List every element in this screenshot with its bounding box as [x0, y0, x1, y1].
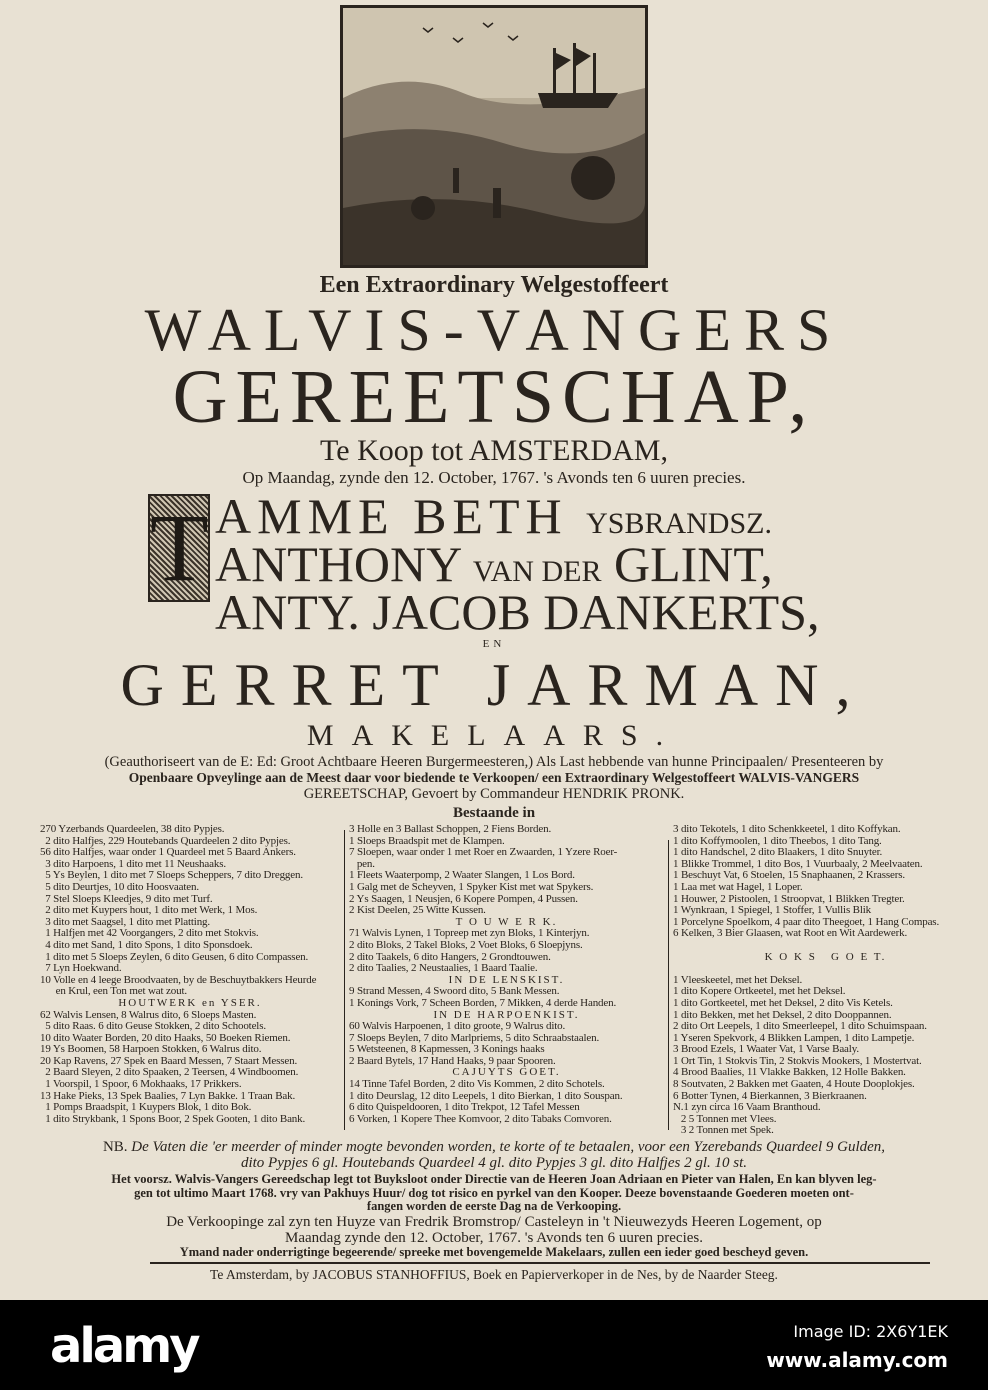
site-url[interactable]: www.alamy.com — [766, 1348, 948, 1372]
inventory-item: 7 Sloeps Beylen, 7 dito Marlpriems, 5 dito Schraabstaalen. — [349, 1031, 600, 1044]
location-line: Te Koop tot AMSTERDAM, — [320, 434, 668, 467]
date-line: Op Maandag, zynde den 12. October, 1767. 's Avonds ten 6 uuren precies. — [242, 468, 746, 487]
inventory-item: 1 Voorspil, 1 Spoor, 6 Mokhaaks, 17 Prikkers. — [40, 1078, 242, 1091]
inventory-item: 2 dito Bloks, 2 Takel Bloks, 2 Voet Bloks, 6 Sloepjyns. — [349, 938, 583, 951]
inventory-item: 1 dito Bekken, met het Deksel, 2 dito Dooppannen. — [673, 1008, 892, 1021]
inventory-item: 7 Sloepen, waar onder 1 met Roer en Zwaarden, 1 Yzere Roer- — [349, 846, 618, 859]
inventory-item: 1 dito Strykbank, 1 Spons Boor, 2 Spek Gooten, 1 dito Bank. — [40, 1112, 306, 1125]
inventory-item: 1 Wynkraan, 1 Spiegel, 1 Stoffer, 1 Vullis Blik — [673, 904, 872, 917]
sale-line: Ymand nader onderrigtinge begeerende/ spreeke met bovengemelde Makelaars, zullen een ieder goed bescheyd geven. — [179, 1244, 809, 1259]
initial-letter: T — [150, 494, 209, 601]
inventory-item: 10 Volle en 4 leege Broodvaaten, by de Beschuytbakkers Heurde — [40, 973, 317, 986]
imprint: Te Amsterdam, by JACOBUS STANHOFFIUS, Boek en Papierverkoper in de Nes, by de Naarder Steeg. — [210, 1267, 778, 1282]
inventory-item: 1 Porcelyne Spoelkom, 4 paar dito Theegoet, 1 Hang Compas. — [673, 915, 940, 928]
inventory-item: 3 2 Tonnen met Spek. — [673, 1124, 774, 1137]
intro-line: Openbaare Opveylinge aan de Meest daar voor biedende te Verkoopen/ een Extraordinary Welgestoffeert WALVIS-VANGERS — [128, 770, 860, 785]
storage-line: Het voorsz. Walvis-Vangers Gereedschap legt tot Buyksloot onder Directie van de Heeren Joan Adriaan en Pieter van Halen, En kan blyven leg- — [111, 1172, 877, 1186]
broker-2-middle: VAN DER — [472, 555, 602, 588]
inventory-item: 270 Yzerbands Quardeelen, 38 dito Pypjes. — [40, 823, 225, 835]
inventory-item: 3 dito Harpoens, 1 dito met 11 Neushaaks. — [40, 857, 226, 870]
inventory-item: 1 dito Handschel, 2 dito Blaakers, 1 dito Snuyter. — [673, 846, 883, 859]
inventory-section-heading: HOUTWERK en YSER. — [118, 996, 262, 1009]
inventory-item: 8 Soutvaten, 2 Bakken met Gaaten, 4 Houte Dooplokjes. — [673, 1078, 915, 1091]
inventory-item: 1 Houwer, 2 Pistoolen, 1 Stroopvat, 1 Blikken Tregter. — [673, 892, 905, 905]
inventory-item: 14 Tinne Tafel Borden, 2 dito Vis Kommen, 2 dito Schotels. — [349, 1078, 605, 1091]
nb-note — [0, 1139, 988, 1171]
inventory-item: 7 Stel Sloeps Kleedjes, 9 dito met Turf. — [40, 892, 213, 905]
inventory-item: 5 dito Raas. 6 dito Geuse Stokken, 2 dito Schootels. — [40, 1020, 266, 1033]
conjunction: EN — [482, 638, 506, 650]
inventory-item: 20 Kap Ravens, 27 Spek en Baard Messen, 7 Staart Messen. — [40, 1054, 298, 1067]
inventory-item: 1 dito met 5 Sloeps Zeylen, 6 dito Geusen, 6 dito Compassen. — [40, 950, 309, 963]
inventory-column-2 — [349, 824, 664, 1125]
sale-line: De Verkoopinge zal zyn ten Huyze van Fredrik Bromstrop/ Casteleyn in 't Nieuwezyds Heeren Logement, op — [166, 1213, 822, 1230]
inventory-item: 1 Halfjen met 42 Voorgangers, 2 dito met Stokvis. — [40, 927, 259, 940]
inventory-section-heading: T O U W E R K. — [455, 915, 558, 928]
inventory-item: 6 dito Quispeldooren, 1 dito Trekpot, 12 Tafel Messen — [349, 1101, 580, 1114]
inventory-item: 9 Strand Messen, 4 Swoord dito, 5 Bank Messen. — [349, 985, 560, 998]
inventory-item: 1 Sloeps Braadspit met de Klampen. — [349, 834, 505, 847]
inventory-item: 1 Galg met de Scheyven, 1 Spyker Kist met wat Spykers. — [349, 880, 594, 893]
inventory-item: 6 Kelken, 3 Bier Glaasen, wat Root en Wit Aardewerk. — [673, 927, 908, 940]
inventory-item: 2 Baard Bytels, 17 Hand Haaks, 9 paar Spooren. — [349, 1054, 556, 1067]
broker-3: ANTY. JACOB DANKERTS, — [215, 584, 820, 640]
inventory-item: 3 dito Tekotels, 1 dito Schenkkeetel, 1 dito Koffykan. — [673, 823, 901, 835]
watermark-banner — [0, 1300, 988, 1390]
inventory-item: 1 dito Gortkeetel, met het Deksel, 2 dito Vis Ketels. — [673, 996, 893, 1009]
inventory-item: 2 dito Taakels, 6 dito Hangers, 2 Grondtouwen. — [349, 950, 551, 963]
inventory-item: 5 dito Deurtjes, 10 dito Hoosvaaten. — [40, 880, 199, 893]
woodcut-scene-icon — [343, 8, 645, 265]
inventory-item: 3 Holle en 3 Ballast Schoppen, 2 Fiens Borden. — [349, 823, 552, 835]
inventory-item: 19 Ys Boomen, 58 Harpoen Stokken, 6 Walrus dito. — [40, 1043, 262, 1056]
nb-line: De Vaten die 'er meerder of minder mogte bevonden worden, te korte of te betaalen, voor een Yzerebands Quardeel 9 Gulden, — [131, 1139, 886, 1155]
inventory-item: 1 Laa met wat Hagel, 1 Loper. — [673, 880, 803, 893]
broker-2-name: ANTHONY — [215, 536, 461, 592]
inventory-item: 1 Pomps Braadspit, 1 Kuypers Blok, 1 dito Bok. — [40, 1101, 252, 1114]
inventory-item: 4 dito met Sand, 1 dito Spons, 1 dito Sponsdoek. — [40, 938, 253, 951]
inventory-item: 4 Brood Baalies, 11 Vlakke Bakken, 12 Holle Bakken. — [673, 1066, 906, 1079]
alamy-logo: alamy — [50, 1318, 198, 1374]
inventory-item: 1 Beschuyt Vat, 6 Stoelen, 15 Snaphaanen, 2 Krassers. — [673, 869, 905, 882]
image-id: Image ID: 2X6Y1EK — [793, 1322, 948, 1341]
intro-line: GEREETSCHAP, Gevoert by Commandeur HENDRIK PRONK. — [303, 786, 685, 802]
inventory-item: 2 Ys Saagen, 1 Neusjen, 6 Kopere Pompen, 4 Pussen. — [349, 892, 578, 905]
inventory-item: 1 dito Koffymoolen, 1 dito Theebos, 1 dito Tang. — [673, 834, 882, 847]
nb-line: dito Pypjes 6 gl. Houtebands Quardeel 4 gl. dito Pypjes 3 gl. dito Halfjes 2 gl. 10 st. — [240, 1155, 748, 1171]
section-intro: Bestaande in — [452, 805, 536, 821]
inventory-item: 1 Konings Vork, 7 Scheen Borden, 7 Mikken, 4 derde Handen. — [349, 996, 617, 1009]
inventory-section-heading: IN DE HARPOENKIST. — [433, 1008, 580, 1021]
broker-4: GERRET JARMAN, — [120, 652, 868, 718]
inventory-item — [673, 963, 978, 975]
inventory-item: 2 dito Taalies, 2 Neustaalies, 1 Baard Taalie. — [349, 962, 538, 975]
nb-label: NB. — [102, 1139, 128, 1155]
inventory-item: 3 Brood Ezels, 1 Waater Vat, 1 Varse Baaly. — [673, 1043, 859, 1056]
inventory-item: 1 dito Deurslag, 12 dito Leepels, 1 dito Bierkan, 1 dito Souspan. — [349, 1089, 623, 1102]
inventory-item: 5 Ys Beylen, 1 dito met 7 Sloeps Scheppers, 7 dito Dreggen. — [40, 869, 303, 882]
inventory-item: 7 Lyn Hoekwand. — [40, 962, 122, 975]
inventory-item: 3 dito met Saagsel, 1 dito met Platting. — [40, 915, 210, 928]
column-divider — [344, 830, 345, 1130]
inventory-item: N.1 zyn circa 16 Vaam Branthoud. — [673, 1101, 821, 1114]
inventory-item: 71 Walvis Lynen, 1 Topreep met zyn Bloks, 1 Kinterjyn. — [349, 927, 590, 940]
intro-paragraph — [0, 754, 988, 802]
inventory-item: pen. — [349, 857, 375, 870]
inventory-item: 1 Blikke Trommel, 1 dito Bos, 1 Vuurbaaly, 2 Meelvaaten. — [673, 857, 923, 870]
column-divider — [668, 840, 669, 1130]
inventory-item: 2 dito Halfjes, 229 Houtebands Quardeelen 2 dito Pypjes. — [40, 834, 291, 847]
inventory-item: 2 5 Tonnen met Vlees. — [673, 1112, 777, 1125]
inventory-column-1 — [40, 824, 340, 1125]
inventory-item: 56 dito Halfjes, waar onder 1 Quardeel met 5 Baard Ankers. — [40, 846, 296, 859]
inventory-item: 2 Kist Deelen, 25 Witte Kussen. — [349, 904, 486, 917]
horizontal-rule — [150, 1262, 930, 1264]
decorated-initial — [148, 494, 210, 602]
sale-line: Maandag zynde den 12. October, 1767. 's Avonds ten 6 uuren precies. — [285, 1229, 703, 1246]
role-heading: MAKELAARS. — [306, 719, 682, 752]
inventory-item: 6 Botter Tynen, 4 Bierkannen, 3 Bierkraanen. — [673, 1089, 867, 1102]
inventory-item: 1 dito Kopere Ortkeetel, met het Deksel. — [673, 985, 846, 998]
inventory-item: 1 Ort Tin, 1 Stokvis Tin, 2 Stokvis Mookers, 1 Mostertvat. — [673, 1054, 922, 1067]
inventory-section-heading: IN DE LENSKIST. — [448, 973, 565, 986]
inventory-item: 1 Fleets Waaterpomp, 2 Waater Slangen, 1 Los Bord. — [349, 869, 575, 882]
inventory-item: 60 Walvis Harpoenen, 1 dito groote, 9 Walrus dito. — [349, 1020, 566, 1033]
title-line-2: GEREETSCHAP, — [172, 355, 816, 439]
storage-line: gen tot ultimo Maart 1768. vry van Pakhuys Huur/ dog tot risico en pyrkel van den Kooper. Deeze bovenstaande Goederen moeten ont- — [134, 1185, 854, 1200]
inventory-item: 6 Vorken, 1 Kopere Thee Komvoor, 2 dito Tabaks Comvoren. — [349, 1112, 612, 1125]
inventory-section-heading: K O K S G O E T. — [764, 950, 887, 963]
broker-2-surname: GLINT, — [613, 536, 773, 592]
closing-text — [0, 1173, 988, 1259]
storage-line: fangen worden de eerste Dag na de Verkooping. — [366, 1199, 622, 1213]
broker-1-name: AMME BETH — [215, 488, 568, 544]
title-line-1: WALVIS-VANGERS — [144, 297, 844, 363]
subtitle-top: Een Extraordinary Welgestoffeert — [319, 272, 669, 298]
whaling-woodcut-illustration — [340, 5, 648, 268]
inventory-item: 13 Hake Pieks, 13 Spek Baalies, 7 Lyn Bakke. 1 Traan Bak. — [40, 1089, 296, 1102]
inventory-item: en Krul, een Ton met wat zout. — [40, 985, 187, 998]
inventory-item: 2 Baard Sleyen, 2 dito Spaaken, 2 Teersen, 4 Windboomen. — [40, 1066, 299, 1079]
broker-1-suffix: YSBRANDSZ. — [586, 507, 772, 540]
inventory-item: 1 Vleeskeetel, met het Deksel. — [673, 973, 803, 986]
inventory-column-3 — [673, 824, 978, 1137]
inventory-item — [673, 940, 978, 952]
inventory-item: 2 dito Ort Leepels, 1 dito Smeerleepel, 1 dito Schuimspaan. — [673, 1020, 927, 1033]
inventory-section-heading: CAJUYTS GOET. — [452, 1066, 561, 1079]
inventory-item: 62 Walvis Lensen, 8 Walrus dito, 6 Sloeps Masten. — [40, 1008, 257, 1021]
intro-line: (Geauthoriseert van de E: Ed: Groot Achtbaare Heeren Burgermeesteren,) Als Last hebbende van hunne Principaalen/ Presenteeren by — [104, 754, 884, 770]
inventory-item: 2 dito met Kuypers hout, 1 dito met Werk, 1 Mos. — [40, 904, 258, 917]
inventory-item: 10 dito Waater Borden, 20 dito Haaks, 50 Boeken Riemen. — [40, 1031, 291, 1044]
inventory-item: 5 Wetsteenen, 8 Kapmessen, 3 Konings haaks — [349, 1043, 545, 1056]
inventory-item: 1 Yseren Spekvork, 4 Blikken Lampen, 1 dito Lampetje. — [673, 1031, 915, 1044]
